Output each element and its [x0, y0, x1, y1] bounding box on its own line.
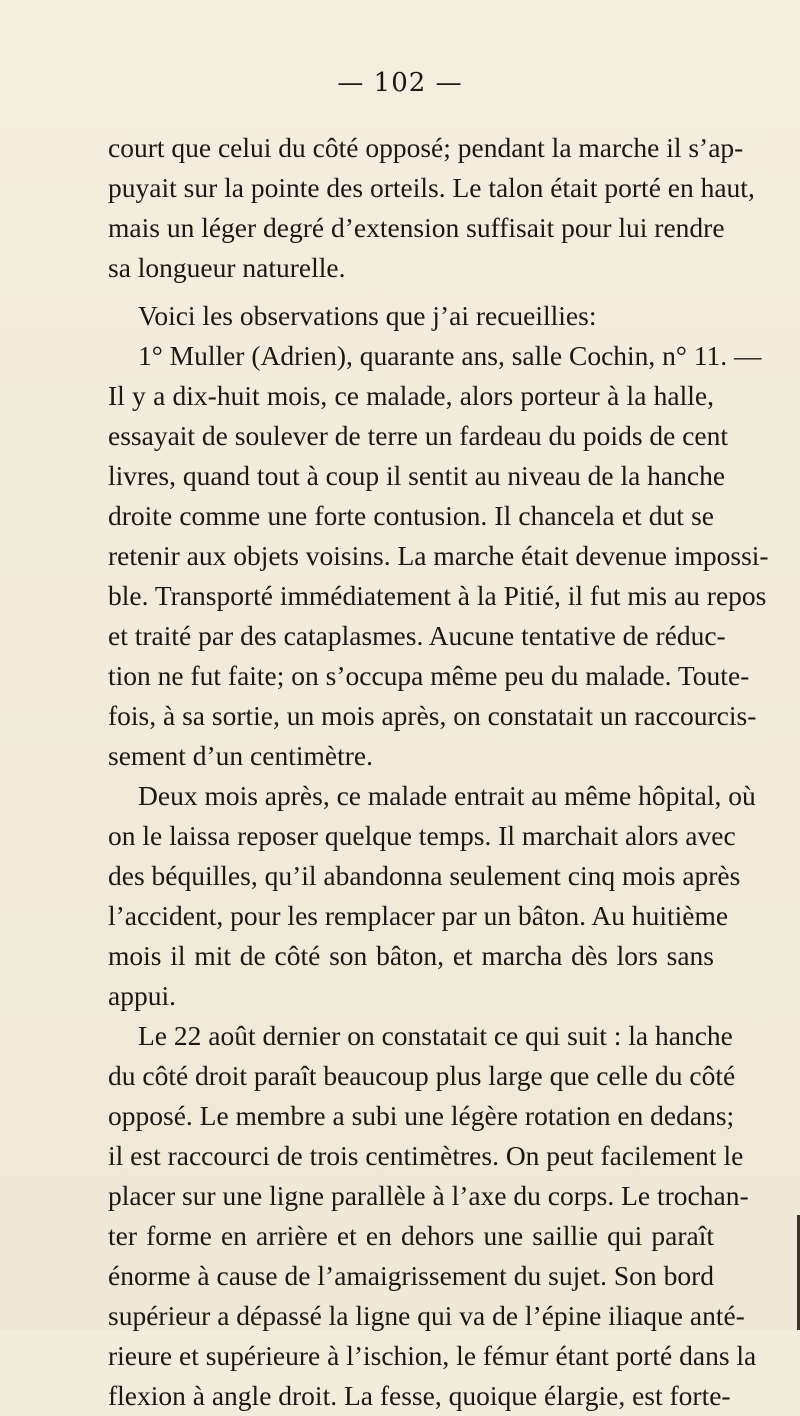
text-line: opposé. Le membre a subi une légère rotation en dedans; [108, 1100, 735, 1131]
text-line: droite comme une forte contusion. Il chancela et dut se [108, 500, 714, 531]
text-line: du côté droit paraît beaucoup plus large que celle du côté [108, 1060, 736, 1091]
text-line: essayait de soulever de terre un fardeau du poids de cent [108, 420, 729, 451]
text-line: il est raccourci de trois centimètres. On peut facilement le [108, 1140, 744, 1171]
text-line: Deux mois après, ce malade entrait au même hôpital, où [138, 780, 756, 811]
text-line: rieure et supérieure à l’ischion, le fémur étant porté dans la [108, 1340, 757, 1371]
text-line: Il y a dix-huit mois, ce malade, alors porteur à la halle, [108, 380, 714, 411]
text-line: ter forme en arrière et en dehors une saillie qui paraît [108, 1220, 714, 1251]
text-line: flexion à angle droit. La fesse, quoique élargie, est forte- [108, 1380, 731, 1411]
text-line: on le laissa reposer quelque temps. Il marchait alors avec [108, 820, 736, 851]
text-line: retenir aux objets voisins. La marche était devenue impossi- [108, 540, 769, 571]
text-line: énorme à cause de l’amaigrissement du sujet. Son bord [108, 1260, 714, 1291]
text-line: puyait sur la pointe des orteils. Le talon était porté en haut, [108, 172, 755, 203]
text-line: sa longueur naturelle. [108, 252, 346, 283]
text-line: placer sur une ligne parallèle à l’axe du corps. Le trochan- [108, 1180, 749, 1211]
paragraph-gap [108, 288, 714, 296]
text-line: ble. Transporté immédiatement à la Pitié, il fut mis au repos [108, 580, 767, 611]
text-line: mois il mit de côté son bâton, et marcha dès lors sans [108, 940, 714, 971]
text-line: tion ne fut faite; on s’occupa même peu du malade. Toute- [108, 660, 750, 691]
page-number-header: — 102 — [337, 68, 463, 98]
text-line: des béquilles, qu’il abandonna seulement cinq mois après [108, 860, 741, 891]
text-line: sement d’un centimètre. [108, 740, 373, 771]
text-line: fois, à sa sortie, un mois après, on constatait un raccourcis- [108, 700, 757, 731]
text-line: l’accident, pour les remplacer par un bâton. Au huitième [108, 900, 729, 931]
text-line: livres, quand tout à coup il sentit au niveau de la hanche [108, 460, 726, 491]
text-line: supérieur a dépassé la ligne qui va de l’épine iliaque anté- [108, 1300, 745, 1331]
text-line: Voici les observations que j’ai recueillies: [138, 300, 597, 331]
text-line: 1° Muller (Adrien), quarante ans, salle Cochin, n° 11. — [138, 340, 762, 371]
text-line: mais un léger degré d’extension suffisait pour lui rendre [108, 212, 725, 243]
text-line: et traité par des cataplasmes. Aucune tentative de réduc- [108, 620, 726, 651]
body-text [108, 128, 769, 1416]
text-line: Le 22 août dernier on constatait ce qui suit : la hanche [138, 1020, 733, 1051]
text-line: appui. [108, 980, 176, 1011]
text-line: court que celui du côté opposé; pendant la marche il s’ap- [108, 132, 744, 163]
